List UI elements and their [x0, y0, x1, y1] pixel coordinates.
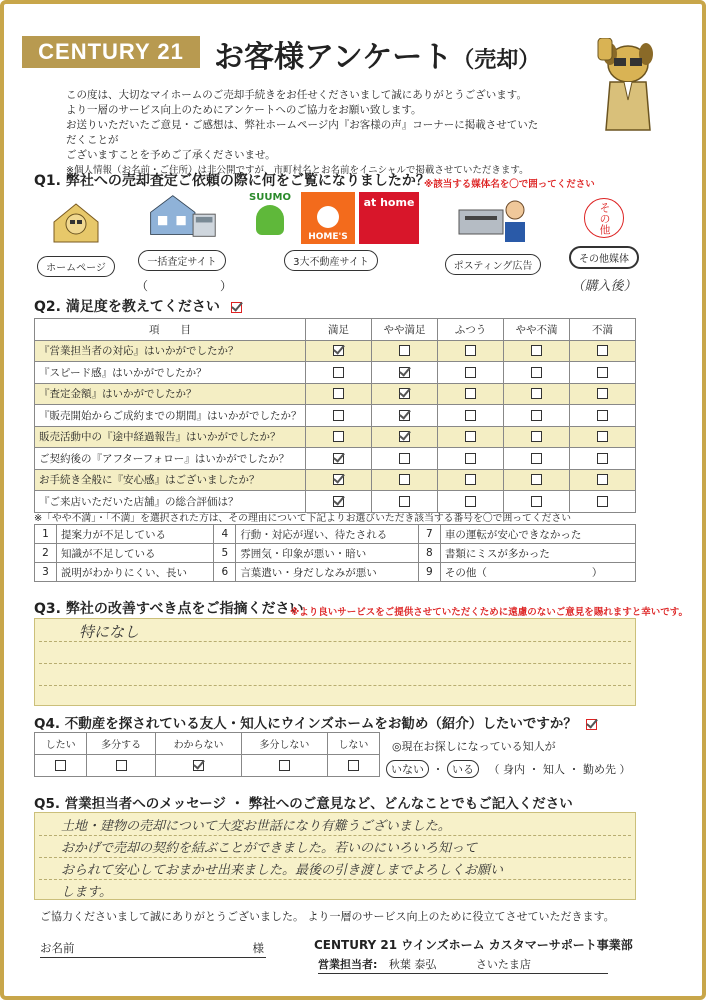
rating-cell [372, 340, 438, 362]
acq-separator: ・ [432, 763, 444, 776]
col-item: 項 目 [35, 319, 306, 341]
checkbox[interactable] [531, 453, 542, 464]
checkbox[interactable] [465, 496, 476, 507]
athome-logo-text: at home [363, 196, 415, 209]
checked-checkbox[interactable] [333, 474, 344, 485]
name-label: お名前 [40, 941, 75, 955]
checkbox[interactable] [531, 388, 542, 399]
recommend-labels-row [35, 733, 380, 755]
checked-checkbox[interactable] [399, 388, 410, 399]
sama-label: 様 [252, 941, 264, 955]
rating-cell [306, 469, 372, 491]
rating-cell [438, 491, 504, 513]
acq-yes[interactable]: いる [447, 760, 479, 778]
reason-number[interactable]: 8 [418, 544, 440, 563]
recommend-option-cell [327, 755, 379, 777]
intro-line: この度は、大切なマイホームのご売却手続きをお任せくださいまして誠にありがとうございます。 [66, 89, 527, 101]
intro-line: ございますことを予めご了承くださいませ。 [66, 149, 276, 161]
house-dog-icon [46, 198, 106, 246]
store-name: さいたま店 [475, 958, 531, 971]
recommend-option-cell [35, 755, 87, 777]
recommend-option-label: 多分しない [241, 733, 327, 755]
reason-number[interactable]: 1 [35, 525, 57, 544]
rating-cell [504, 405, 570, 427]
media-label-circled: その他媒体 [569, 246, 639, 269]
rating-cell [438, 448, 504, 470]
rating-cell [438, 426, 504, 448]
acquaintance-options [386, 760, 630, 778]
checkbox[interactable] [597, 410, 608, 421]
media-other[interactable] [556, 198, 652, 294]
checked-checkbox[interactable] [193, 760, 204, 771]
other-stamp-icon [584, 198, 624, 238]
checkbox[interactable] [597, 496, 608, 507]
checkbox[interactable] [597, 388, 608, 399]
table-row [35, 448, 636, 470]
table-row [35, 491, 636, 513]
q2-title [34, 296, 242, 316]
portal-sites-icon [242, 192, 420, 244]
q4-title [34, 712, 597, 732]
checkbox[interactable] [465, 474, 476, 485]
checkbox[interactable] [465, 345, 476, 356]
q5-line: おられて安心しておまかせ出来ました。最後の引き渡しまでよろしくお願い [61, 863, 504, 878]
intro-line: より一層のサービス向上のためにアンケートへのご協力をお願い致します。 [66, 104, 422, 116]
reason-text[interactable]: 行動・対応が遅い、待たされる [236, 525, 419, 544]
other-stamp-text: その他 [598, 201, 611, 235]
reason-number[interactable]: 4 [214, 525, 236, 544]
house-calculator-icon [144, 192, 220, 240]
col-level: ふつう [438, 319, 504, 341]
table-header-row [35, 319, 636, 341]
satisfaction-item: 『スピード感』はいかがでしたか？ [35, 362, 306, 384]
table-row [35, 383, 636, 405]
rating-cell [372, 491, 438, 513]
checkbox[interactable] [597, 345, 608, 356]
table-row [35, 362, 636, 384]
recommend-option-label: したい [35, 733, 87, 755]
checkbox[interactable] [597, 431, 608, 442]
col-level: やや満足 [372, 319, 438, 341]
rating-cell [504, 448, 570, 470]
reason-row [35, 563, 636, 582]
dog-mascot-icon [590, 38, 668, 138]
recommend-option-label: 多分する [87, 733, 156, 755]
rating-cell [372, 383, 438, 405]
athome-logo [359, 192, 419, 244]
satisfaction-item: お手続き全般に『安心感』はございましたか？ [35, 469, 306, 491]
acq-detail: （ 身内 ・ 知人 ・ 勤め先 ） [488, 763, 631, 776]
rating-cell [306, 340, 372, 362]
media-ikkatsu-site[interactable] [136, 192, 233, 294]
q1-note: ※該当する媒体名を〇で囲ってください [424, 179, 595, 190]
mailbox-icon [455, 196, 531, 244]
checked-checkbox[interactable] [333, 453, 344, 464]
q2-title-text: Q2. 満足度を教えてください [34, 299, 220, 315]
checkbox[interactable] [531, 367, 542, 378]
col-level: 不満 [570, 319, 636, 341]
reason-text[interactable]: 雰囲気・印象が悪い・暗い [236, 544, 419, 563]
q5-answer-text [61, 816, 503, 904]
staff-name: 秋葉 泰弘 [388, 958, 437, 971]
q3-title: Q3. 弊社の改善すべき点をご指摘ください [34, 601, 304, 617]
media-portal-sites[interactable] [242, 192, 420, 271]
q3-answer-area[interactable] [34, 618, 636, 706]
checkbox[interactable] [531, 496, 542, 507]
recommend-option-label: わからない [156, 733, 242, 755]
checkbox[interactable] [399, 345, 410, 356]
reason-row [35, 544, 636, 563]
checkbox[interactable] [597, 474, 608, 485]
satisfaction-item: 『販売開始からご成約までの期間』はいかがでしたか？ [35, 405, 306, 427]
homes-logo [301, 192, 355, 244]
reason-number[interactable]: 2 [35, 544, 57, 563]
acquaintance-label: ◎現在お探しになっている知人が [392, 740, 556, 753]
title-sub: （売却） [452, 48, 541, 73]
checkbox[interactable] [531, 345, 542, 356]
rating-cell [570, 362, 636, 384]
rating-cell [372, 469, 438, 491]
col-level: やや不満 [504, 319, 570, 341]
satisfaction-table [34, 318, 636, 513]
rating-cell [570, 448, 636, 470]
rating-cell [570, 383, 636, 405]
recommend-boxes-row [35, 755, 380, 777]
media-label: 一括査定サイト [138, 250, 225, 271]
staff-line [318, 956, 608, 974]
q1-title: Q1. 弊社への売却査定ご依頼の際に何をご覧になりましたか？ [34, 173, 430, 189]
recommend-option-cell [87, 755, 156, 777]
company-name: CENTURY 21 ウインズホーム カスタマーサポート事業部 [314, 938, 633, 952]
checkbox[interactable] [333, 431, 344, 442]
rating-cell [438, 362, 504, 384]
checkbox[interactable] [465, 388, 476, 399]
rating-cell [438, 383, 504, 405]
rating-cell [372, 448, 438, 470]
satisfaction-item: 販売活動中の『途中経過報告』はいかがでしたか？ [35, 426, 306, 448]
checkbox[interactable] [333, 410, 344, 421]
recommend-table [34, 732, 380, 777]
checked-checkbox[interactable] [399, 367, 410, 378]
media-label: ポスティング広告 [445, 254, 542, 275]
reason-text[interactable]: 知識が不足している [57, 544, 214, 563]
rating-cell [438, 469, 504, 491]
rating-cell [504, 426, 570, 448]
reason-number[interactable]: 7 [418, 525, 440, 544]
checkbox[interactable] [465, 431, 476, 442]
rating-cell [306, 362, 372, 384]
intro-text [66, 88, 546, 178]
satisfaction-rows [35, 340, 636, 512]
intro-privacy-note: ※個人情報（お名前・ご住所）は非公開ですが、市町村名とお名前をイニシャルで掲載させていただきます。 [66, 165, 529, 176]
page-title [214, 32, 540, 76]
reason-text[interactable]: その他（ ） [440, 563, 635, 582]
table-row [35, 405, 636, 427]
rating-cell [570, 426, 636, 448]
checkbox[interactable] [279, 760, 290, 771]
checkbox[interactable] [333, 367, 344, 378]
q2-check-mark-icon [231, 302, 242, 313]
checkbox[interactable] [597, 453, 608, 464]
q3-note: ※より良いサービスをご提供させていただくために遠慮のないご意見を賜れますと幸いです。 [290, 607, 688, 618]
homes-logo-text: HOME'S [308, 232, 348, 242]
reason-text[interactable]: 車の運転が安心できなかった [440, 525, 635, 544]
reason-number[interactable]: 9 [418, 563, 440, 582]
recommend-option-label: しない [327, 733, 379, 755]
checkbox[interactable] [465, 410, 476, 421]
col-level: 満足 [306, 319, 372, 341]
rating-cell [570, 491, 636, 513]
checked-checkbox[interactable] [399, 410, 410, 421]
media-paren: （ ） [136, 279, 233, 293]
checkbox[interactable] [531, 431, 542, 442]
rating-cell [504, 362, 570, 384]
q5-answer-area[interactable] [34, 812, 636, 900]
media-label: ホームページ [37, 256, 115, 277]
table-row [35, 426, 636, 448]
rating-cell [306, 448, 372, 470]
checkbox[interactable] [531, 410, 542, 421]
rating-cell [504, 491, 570, 513]
recommend-option-cell [156, 755, 242, 777]
checkbox[interactable] [348, 760, 359, 771]
media-posting[interactable] [438, 196, 548, 275]
rating-cell [306, 426, 372, 448]
suumo-logo-text: SUUMO [249, 192, 291, 203]
checkbox[interactable] [465, 367, 476, 378]
reason-number[interactable]: 6 [214, 563, 236, 582]
century21-logo: CENTURY 21 [22, 36, 200, 68]
checked-checkbox[interactable] [333, 496, 344, 507]
checkbox[interactable] [597, 367, 608, 378]
recommend-option-cell [241, 755, 327, 777]
q3-answer-text: 特になし [79, 623, 140, 641]
reason-note: ※「やや不満」・「不満」を選択された方は、その理由について下記よりお選びいただき該当する番号を〇で囲ってください [34, 513, 572, 524]
rating-cell [504, 383, 570, 405]
reason-text[interactable]: 書類にミスが多かった [440, 544, 635, 563]
staff-label: 営業担当者: [318, 958, 378, 971]
satisfaction-item: 『査定金額』はいかがでしたか？ [35, 383, 306, 405]
rating-cell [438, 405, 504, 427]
rating-cell [372, 405, 438, 427]
rating-cell [306, 491, 372, 513]
satisfaction-item: 『営業担当者の対応』はいかがでしたか？ [35, 340, 306, 362]
table-row [35, 340, 636, 362]
reason-row [35, 525, 636, 544]
rating-cell [306, 383, 372, 405]
rating-cell [570, 405, 636, 427]
checkbox[interactable] [399, 496, 410, 507]
name-field[interactable] [40, 940, 266, 958]
checkbox[interactable] [116, 760, 127, 771]
q5-line: 土地・建物の売却について大変お世話になり有難うございました。 [61, 819, 451, 834]
checkbox[interactable] [333, 388, 344, 399]
rating-cell [438, 340, 504, 362]
rating-cell [504, 340, 570, 362]
rating-cell [504, 469, 570, 491]
satisfaction-item: 『ご来店いただいた店舗』の総合評価は？ [35, 491, 306, 513]
reason-number[interactable]: 3 [35, 563, 57, 582]
rating-cell [570, 469, 636, 491]
q4-check-mark-icon [586, 719, 597, 730]
reason-text[interactable]: 説明がわかりにくい、長い [57, 563, 214, 582]
rating-cell [372, 426, 438, 448]
checked-checkbox[interactable] [399, 431, 410, 442]
q5-title: Q5. 営業担当者へのメッセージ ・ 弊社へのご意見など、どんなことでもご記入ください [34, 796, 573, 812]
suumo-logo [243, 192, 297, 244]
satisfaction-item: ご契約後の『アフターフォロー』はいかがでしたか？ [35, 448, 306, 470]
acq-none-circled[interactable]: いない [386, 760, 429, 778]
q4-title-text: Q4. 不動産を探されている友人・知人にウインズホームをお勧め（紹介）したいですか？ [34, 716, 577, 732]
checkbox[interactable] [399, 453, 410, 464]
thanks-text: ご協力くださいまして誠にありがとうございました。 より一層のサービス向上のために役立てさせていただきます。 [40, 910, 615, 923]
media-paren: （購入後） [571, 279, 637, 294]
rating-cell [570, 340, 636, 362]
checkbox[interactable] [399, 474, 410, 485]
intro-line: お送りいただいたご意見・ご感想は、弊社ホームページ内『お客様の声』コーナーに掲載させていただくことが [66, 119, 539, 146]
q5-line: おかげで売却の契約を結ぶことができました。若いのにいろいろ知って [61, 841, 478, 856]
checked-checkbox[interactable] [333, 345, 344, 356]
rating-cell [372, 362, 438, 384]
q5-line: します。 [61, 885, 112, 900]
checkbox[interactable] [531, 474, 542, 485]
reason-text[interactable]: 言葉遣い・身だしなみが悪い [236, 563, 419, 582]
title-main: お客様アンケート [214, 40, 453, 75]
checkbox[interactable] [55, 760, 66, 771]
reason-text[interactable]: 提案力が不足している [57, 525, 214, 544]
reason-number[interactable]: 5 [214, 544, 236, 563]
reason-table [34, 524, 636, 582]
checkbox[interactable] [465, 453, 476, 464]
rating-cell [306, 405, 372, 427]
table-row [35, 469, 636, 491]
media-label: 3大不動産サイト [284, 250, 378, 271]
media-homepage[interactable] [30, 198, 122, 277]
